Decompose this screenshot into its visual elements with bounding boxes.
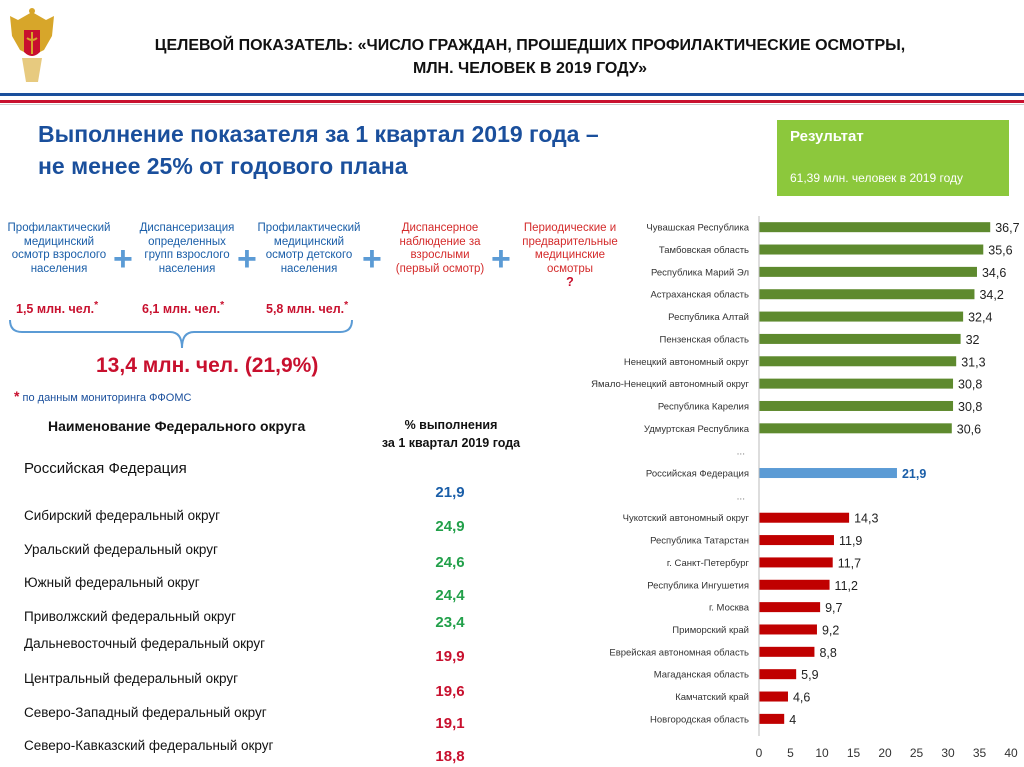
chart-bar [759, 692, 788, 702]
component-3 [252, 222, 366, 276]
plus-icon: + [113, 240, 133, 278]
footnote-star: * [14, 388, 20, 404]
title-line-2: МЛН. ЧЕЛОВЕК В 2019 ГОДУ» [413, 60, 647, 77]
component-1 [2, 222, 116, 276]
table-row-value: 19,1 [435, 715, 465, 732]
chart-category-label: г. Москва [708, 602, 749, 614]
chart-bar [759, 289, 974, 299]
component-4 [385, 222, 495, 276]
component-5-line: предварительные [522, 235, 618, 248]
plus-icon: + [491, 240, 511, 278]
component-4-line: (первый осмотр) [395, 262, 485, 275]
component-1-value [16, 300, 98, 316]
chart-gap-label: ... [736, 491, 745, 503]
component-4-line: взрослыми [410, 249, 470, 261]
table-row-name: Приволжский федеральный округ [24, 609, 236, 624]
total-value: 13,4 млн. чел. (21,9%) [96, 354, 319, 377]
chart-category-label: Республика Татарстан [650, 535, 749, 547]
chart-category-label: Удмуртская Республика [643, 423, 749, 435]
table-row-name: Южный федеральный округ [24, 575, 200, 590]
table-header-percent-line: % выполнения [404, 418, 498, 432]
chart-category-label: Новгородская область [650, 714, 749, 726]
chart-category-label: Ямало-Ненецкий автономный округ [591, 379, 749, 391]
chart-category-label: Камчатский край [675, 692, 749, 704]
chart-data-label: 4 [789, 712, 797, 727]
chart-x-tick-label: 20 [878, 746, 892, 761]
component-5-value: ? [566, 275, 574, 289]
chart-x-tick-label: 35 [972, 746, 987, 761]
component-2-line: населения [158, 262, 216, 275]
emblem-icon [4, 6, 60, 88]
chart-data-label: 34,6 [981, 265, 1007, 280]
chart-data-label: 30,8 [958, 399, 983, 414]
table-row-name: Северо-Западный федеральный округ [24, 705, 267, 720]
chart-bar [759, 423, 952, 433]
chart-bar [759, 647, 814, 657]
chart-x-tick-label: 25 [909, 746, 924, 761]
chart-data-label: 14,3 [854, 511, 879, 526]
chart-data-label: 30,6 [956, 422, 982, 437]
chart-data-label: 35,6 [988, 243, 1013, 258]
table-header-name: Наименование Федерального округа [48, 418, 306, 434]
chart-data-label: 11,7 [837, 556, 862, 571]
chart-bar [759, 401, 953, 411]
chart-bar [759, 334, 961, 344]
chart-data-label: 31,3 [961, 355, 986, 370]
chart-category-label: Республика Карелия [657, 401, 749, 413]
component-2-star: * [220, 300, 225, 311]
chart-bar [759, 602, 820, 612]
result-value: 61,39 млн. человек в 2019 году [778, 153, 1008, 195]
chart-category-label: Чукотский автономный округ [622, 513, 749, 525]
component-2-value-text: 6,1 млн. чел. [142, 302, 221, 317]
chart-category-label: г. Санкт-Петербург [666, 557, 749, 569]
component-3-star: * [344, 300, 349, 311]
component-3-line: медицинский [273, 235, 345, 248]
stripe-red [0, 100, 1024, 103]
chart-bar [759, 624, 817, 634]
table-row-value: 24,6 [435, 554, 465, 571]
chart-x-tick-label: 5 [787, 746, 794, 761]
table-row-value: 23,4 [435, 614, 465, 631]
table-row-name: Сибирский федеральный округ [24, 508, 221, 523]
chart-category-label: Ненецкий автономный округ [623, 356, 749, 368]
chart-x-tick-label: 10 [815, 746, 829, 761]
component-1-star: * [94, 300, 99, 311]
table-header-percent [366, 416, 536, 452]
chart-category-label: Еврейская автономная область [609, 647, 749, 659]
component-2-line: Диспансеризация [139, 222, 235, 234]
component-1-line: населения [30, 262, 88, 275]
stripe-gray [0, 104, 1024, 105]
chart-x-tick-label: 15 [846, 746, 861, 761]
chart-data-label: 9,7 [825, 601, 843, 616]
chart-category-label: Приморский край [672, 624, 749, 636]
chart-bar [759, 356, 956, 366]
footnote [14, 388, 191, 404]
chart-data-label: 8,8 [819, 645, 837, 660]
section-heading [38, 118, 599, 182]
stripe-blue [0, 93, 1024, 96]
component-5-line: осмотры [546, 262, 594, 275]
table-row-name: Уральский федеральный округ [24, 542, 218, 557]
chart-data-label: 36,7 [995, 221, 1020, 236]
title-line-1: ЦЕЛЕВОЙ ПОКАЗАТЕЛЬ: «ЧИСЛО ГРАЖДАН, ПРОШЕДШИХ ПРОФИЛАКТИЧЕСКИЕ ОСМОТРЫ, [154, 37, 906, 54]
table-row-value: 18,8 [435, 748, 465, 765]
component-1-line: медицинский [23, 235, 95, 248]
chart-bar [759, 714, 784, 724]
chart-category-label: Республика Ингушетия [647, 580, 749, 592]
component-2 [132, 222, 242, 276]
chart-bar [759, 580, 830, 590]
chart-category-label: Астраханская область [650, 289, 749, 301]
table-row-name: Российская Федерация [24, 460, 187, 477]
chart-category-label: Республика Марий Эл [650, 267, 749, 279]
table-row-name: Центральный федеральный округ [24, 671, 239, 686]
chart-x-tick-label: 0 [755, 746, 763, 761]
chart-data-label: 32 [965, 332, 980, 347]
table-row-name: Северо-Кавказский федеральный округ [24, 738, 274, 753]
chart-category-label: Чувашская Республика [646, 222, 749, 234]
component-1-value-text: 1,5 млн. чел. [16, 302, 95, 317]
bar-chart [540, 210, 1024, 767]
chart-bar [759, 379, 953, 389]
chart-x-tick-label: 30 [941, 746, 955, 761]
chart-bar [759, 222, 990, 232]
plus-icon: + [362, 240, 382, 278]
component-3-line: населения [280, 262, 338, 275]
chart-gap-label: ... [736, 446, 745, 458]
chart-data-label: 21,9 [901, 467, 927, 482]
component-5-line: медицинские [534, 249, 606, 261]
chart-bar [759, 267, 977, 277]
chart-x-tick-label: 40 [1004, 746, 1018, 761]
table-row-name: Дальневосточный федеральный округ [24, 636, 266, 651]
chart-bar [759, 312, 963, 322]
table-header-percent-line: за 1 квартал 2019 года [381, 436, 521, 450]
result-label: Результат [778, 121, 1008, 153]
footnote-text: по данным мониторинга ФФОМС [22, 392, 192, 404]
chart-category-label: Тамбовская область [658, 245, 749, 257]
plus-icon: + [237, 240, 257, 278]
chart-data-label: 4,6 [792, 690, 811, 705]
component-3-line: осмотр детского [265, 249, 353, 261]
chart-data-label: 34,2 [979, 288, 1004, 303]
component-3-value [266, 300, 348, 316]
component-1-line: Профилактический [7, 222, 111, 234]
table-row-value: 24,4 [435, 587, 465, 604]
stripe-white [0, 97, 1024, 99]
component-2-value [142, 300, 224, 316]
chart-data-label: 9,2 [821, 623, 840, 638]
component-2-line: определенных [148, 235, 226, 248]
chart-category-label: Магаданская область [653, 669, 749, 681]
component-2-line: групп взрослого [144, 249, 230, 261]
component-5-line: Периодические и [523, 222, 617, 234]
page-title [90, 34, 970, 80]
heading-line-1: Выполнение показателя за 1 квартал 2019 года – [38, 121, 599, 147]
component-3-line: Профилактический [257, 222, 361, 234]
chart-bar [759, 468, 897, 478]
component-4-line: наблюдение за [399, 235, 481, 248]
chart-bar [759, 245, 983, 255]
chart-data-label: 30,8 [958, 377, 983, 392]
chart-data-label: 11,2 [834, 578, 858, 593]
chart-category-label: Республика Алтай [668, 312, 749, 324]
chart-bar [759, 513, 849, 523]
table-row-value: 24,9 [435, 518, 465, 535]
component-4-line: Диспансерное [401, 222, 479, 234]
brace-icon [6, 318, 356, 354]
table-row-value: 21,9 [435, 484, 465, 501]
heading-line-2: не менее 25% от годового плана [38, 153, 408, 179]
chart-bar [759, 535, 834, 545]
chart-data-label: 32,4 [968, 310, 993, 325]
component-3-value-text: 5,8 млн. чел. [266, 302, 345, 317]
chart-category-label: Пензенская область [659, 334, 749, 346]
table-row-value: 19,6 [435, 683, 465, 700]
result-box [777, 120, 1009, 196]
chart-bar [759, 669, 796, 679]
chart-bar [759, 557, 833, 567]
chart-category-label: Российская Федерация [645, 468, 749, 480]
component-1-line: осмотр взрослого [11, 249, 107, 261]
table-row-value: 19,9 [435, 648, 465, 665]
chart-data-label: 11,9 [838, 534, 863, 549]
chart-data-label: 5,9 [801, 668, 819, 683]
